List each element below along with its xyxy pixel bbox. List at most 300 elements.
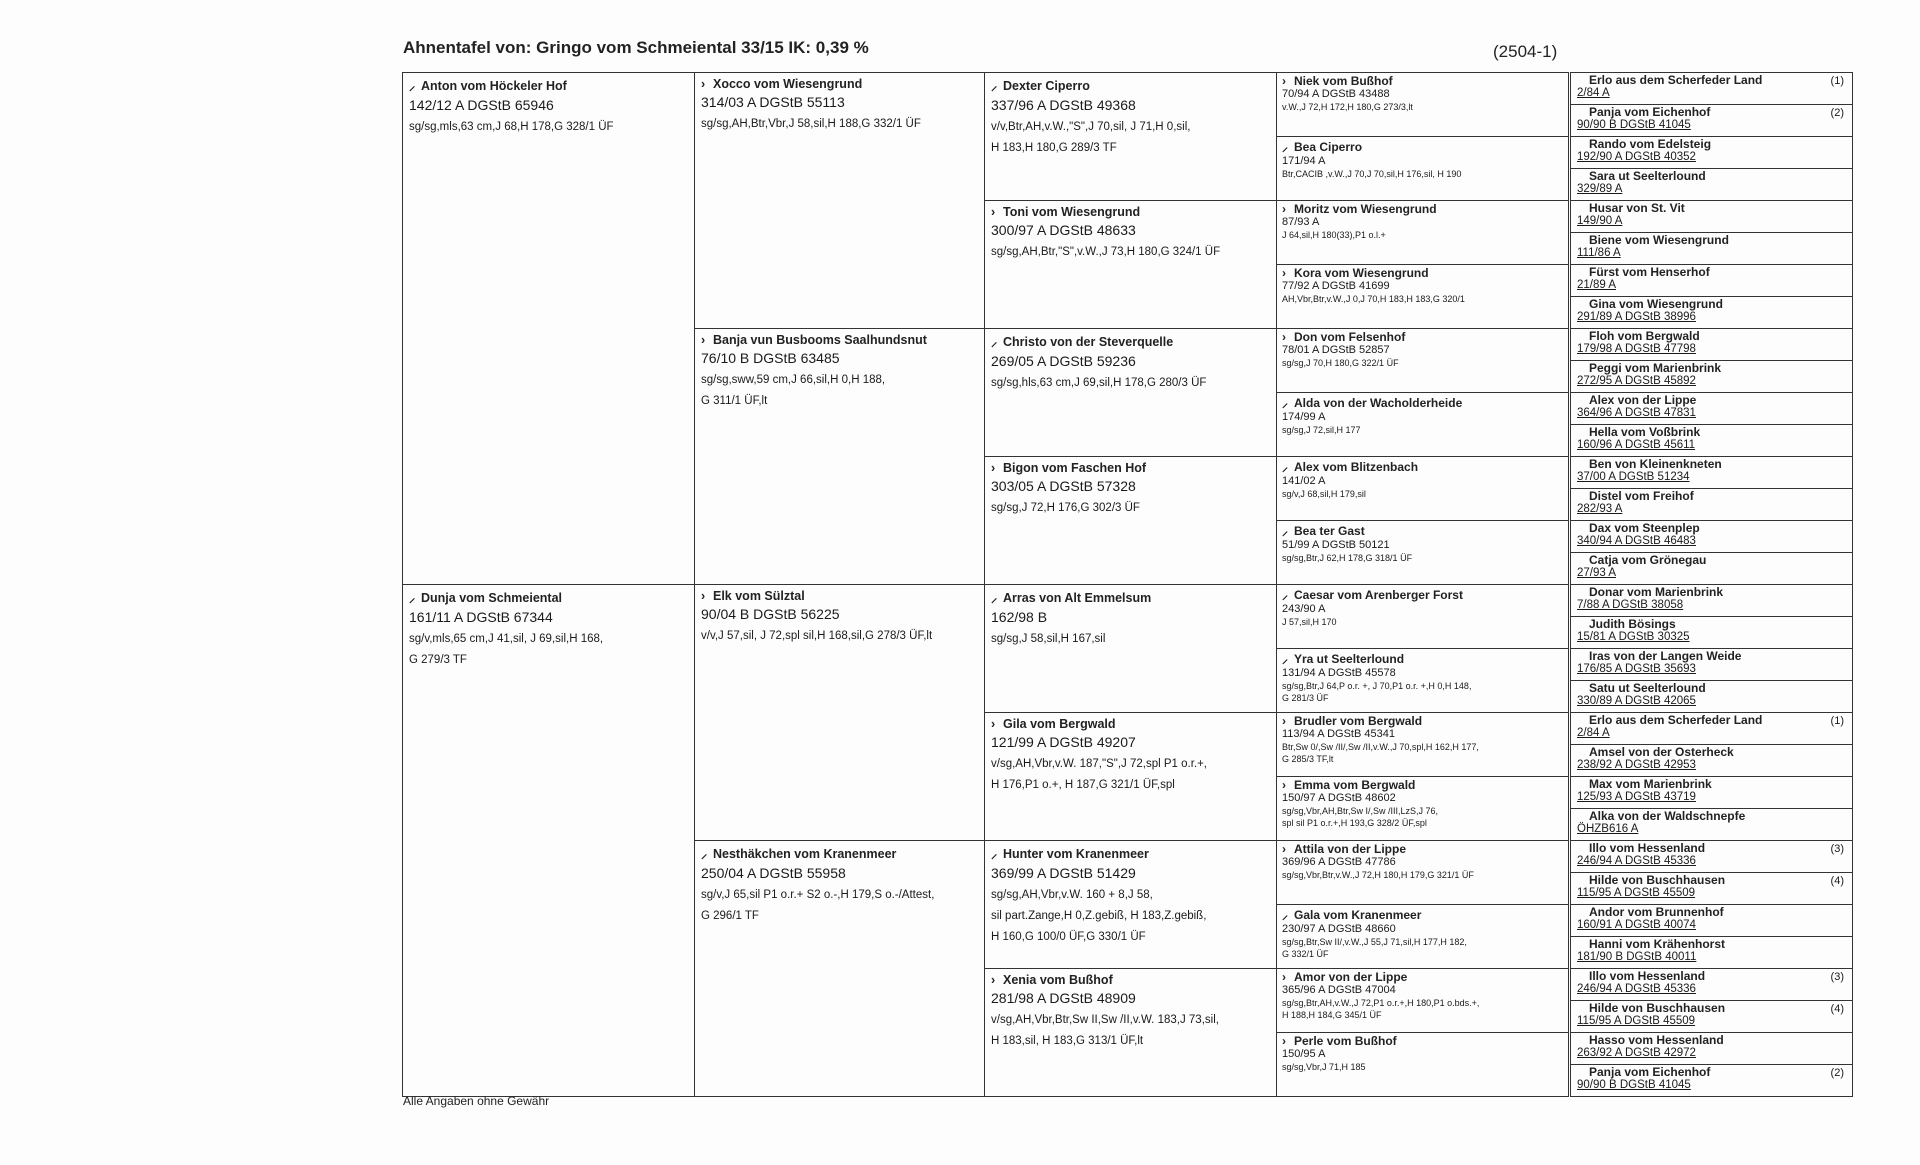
ancestor-name: Gina vom Wiesengrund [1589, 297, 1723, 311]
female-symbol-icon: ⸝ [1282, 524, 1289, 538]
ancestor-details: G 279/3 TF [409, 654, 467, 666]
registration-number: 282/93 A [1577, 503, 1623, 515]
ancestor-name-row [1282, 1034, 1563, 1048]
ancestor-name: Sara ut Seelterlound [1589, 169, 1706, 183]
ancestor-name-row [1282, 330, 1563, 344]
ancestor-cell [1276, 584, 1569, 649]
female-symbol-icon: ⸝ [409, 591, 416, 605]
registration-number: 142/12 A DGStB 65946 [409, 97, 554, 113]
pedigree-table [402, 72, 1852, 1096]
ancestor-cell [1276, 904, 1569, 969]
ancestor-cell [694, 584, 985, 841]
ancestor-name: Caesar vom Arenberger Forst [1294, 587, 1463, 602]
male-symbol-icon: › [701, 589, 706, 603]
ancestor-cell [1570, 520, 1853, 553]
ancestor-name: Iras von der Langen Weide [1589, 649, 1742, 663]
female-symbol-icon: ⸝ [701, 847, 708, 861]
ancestor-details: v.W.,J 72,H 172,H 180,G 273/3,lt [1282, 102, 1413, 112]
ancestor-details: v/v,Btr,AH,v.W.,"S",J 70,sil, J 71,H 0,sil, [991, 121, 1191, 133]
registration-number: 314/03 A DGStB 55113 [701, 94, 845, 110]
ancestor-details: H 183,H 180,G 289/3 TF [991, 142, 1117, 154]
ancestor-details: G 285/3 TF,lt [1282, 754, 1334, 764]
ancestor-details: AH,Vbr,Btr,v.W.,J 0,J 70,H 183,H 183,G 320/1 [1282, 294, 1465, 304]
registration-number: 160/96 A DGStB 45611 [1577, 439, 1696, 451]
registration-number: 51/99 A DGStB 50121 [1282, 539, 1390, 551]
ancestor-cell [1276, 392, 1569, 457]
ancestor-name-row [991, 461, 1270, 475]
registration-number: 369/99 A DGStB 51429 [991, 865, 1136, 881]
ancestor-name: Andor vom Brunnenhof [1589, 905, 1724, 919]
registration-number: 2/84 A [1577, 87, 1610, 99]
ancestor-name-row [701, 333, 978, 347]
ancestor-name: Dexter Ciperro [1003, 78, 1090, 93]
registration-number: 113/94 A DGStB 45341 [1282, 728, 1395, 740]
ancestor-name: Bea Ciperro [1294, 139, 1363, 154]
ancestor-name: Catja vom Grönegau [1589, 553, 1707, 567]
ancestor-cell [694, 840, 985, 1097]
registration-number: 90/90 B DGStB 41045 [1577, 119, 1691, 131]
registration-number: 115/95 A DGStB 45509 [1577, 887, 1696, 899]
female-symbol-icon: ⸝ [1282, 588, 1289, 602]
registration-number: 176/85 A DGStB 35693 [1577, 663, 1696, 675]
registration-number: 281/98 A DGStB 48909 [991, 990, 1136, 1006]
registration-number: 238/92 A DGStB 42953 [1577, 759, 1696, 771]
ancestor-name: Perle vom Bußhof [1294, 1034, 1397, 1048]
ancestor-cell [1570, 904, 1853, 937]
ancestor-name: Erlo aus dem Scherfeder Land [1589, 73, 1763, 87]
ancestor-cell [1570, 1064, 1853, 1097]
ancestor-name-row [991, 77, 1270, 94]
ancestor-cell [1570, 808, 1853, 841]
registration-number: 37/00 A DGStB 51234 [1577, 471, 1690, 483]
male-symbol-icon: › [991, 205, 996, 219]
ancestor-name-row [991, 589, 1270, 606]
ancestor-cell [984, 712, 1277, 841]
ancestor-name-row [701, 77, 978, 91]
ancestor-name: Dax vom Steenplep [1589, 521, 1700, 535]
ancestor-details: G 311/1 ÜF,lt [701, 395, 768, 407]
ancestor-cell [1276, 840, 1569, 905]
male-symbol-icon: › [1282, 778, 1286, 792]
registration-number: 179/98 A DGStB 47798 [1577, 343, 1696, 355]
registration-number: 150/95 A [1282, 1048, 1326, 1060]
ancestor-cell [1570, 136, 1853, 169]
registration-number: 149/90 A [1577, 215, 1623, 227]
ancestor-name-row [1282, 138, 1563, 155]
registration-number: 27/93 A [1577, 567, 1617, 579]
ancestor-cell [1570, 232, 1853, 265]
ancestor-name: Xenia vom Bußhof [1003, 973, 1113, 987]
ancestor-name: Xocco vom Wiesengrund [713, 77, 863, 91]
ancestor-cell [1570, 712, 1853, 745]
ancestor-name: Husar von St. Vit [1589, 201, 1685, 215]
ancestor-name: Hanni vom Krähenhorst [1589, 937, 1726, 951]
ancestor-cell [402, 584, 695, 1097]
registration-number: ÖHZB616 A [1577, 823, 1639, 835]
ancestor-name-row [1282, 778, 1563, 792]
female-symbol-icon: ⸝ [1282, 652, 1289, 666]
ancestor-name: Alda von der Wacholderheide [1294, 395, 1463, 410]
ancestor-cell [984, 328, 1277, 457]
ancestor-name-row [1282, 266, 1563, 280]
ancestor-name: Satu ut Seelterlound [1589, 681, 1706, 695]
registration-number: 181/90 B DGStB 40011 [1577, 951, 1697, 963]
female-symbol-icon: ⸝ [991, 335, 998, 349]
registration-number: 337/96 A DGStB 49368 [991, 97, 1136, 113]
ancestor-name: Hasso vom Hessenland [1589, 1033, 1724, 1047]
registration-number: 7/88 A DGStB 38058 [1577, 599, 1684, 611]
ancestor-name: Ben von Kleinenkneten [1589, 457, 1722, 471]
registration-number: 365/96 A DGStB 47004 [1282, 984, 1396, 996]
ancestor-cell [1570, 616, 1853, 649]
ancestor-name: Toni vom Wiesengrund [1003, 205, 1141, 219]
registration-number: 78/01 A DGStB 52857 [1282, 344, 1390, 356]
ancestor-details: sg/sg,Vbr,J 71,H 185 [1282, 1062, 1366, 1072]
ancestor-cell [1276, 648, 1569, 713]
ancestor-cell [1570, 72, 1853, 105]
ancestor-cell [1570, 680, 1853, 713]
ancestor-details: sg/sg,J 58,sil,H 167,sil [991, 633, 1106, 645]
ancestor-name-row [1282, 202, 1563, 216]
male-symbol-icon: › [1282, 714, 1286, 728]
ancestor-cell [1570, 552, 1853, 585]
registration-number: 87/93 A [1282, 216, 1320, 228]
ancestor-name: Distel vom Freihof [1589, 489, 1694, 503]
registration-number: 369/96 A DGStB 47786 [1282, 856, 1396, 868]
ancestor-cell [1570, 648, 1853, 681]
ancestor-name-row [1282, 586, 1563, 603]
male-symbol-icon: › [701, 77, 706, 91]
ancestor-name: Hella vom Voßbrink [1589, 425, 1701, 439]
ancestor-details: G 332/1 ÜF [1282, 949, 1329, 959]
ancestor-details: sg/sg,AH,Btr,Vbr,J 58,sil,H 188,G 332/1 ÜF [701, 118, 921, 130]
ancestor-details: J 64,sil,H 180(33),P1 o.l.+ [1282, 230, 1386, 240]
ancestor-name: Gila vom Bergwald [1003, 717, 1116, 731]
registration-number: 192/90 A DGStB 40352 [1577, 151, 1696, 163]
registration-number: 161/11 A DGStB 67344 [409, 609, 553, 625]
ancestor-name: Floh vom Bergwald [1589, 329, 1700, 343]
registration-number: 330/89 A DGStB 42065 [1577, 695, 1696, 707]
registration-number: 272/95 A DGStB 45892 [1577, 375, 1696, 387]
ancestor-name-row [1282, 906, 1563, 923]
ancestor-name: Christo von der Steverquelle [1003, 334, 1174, 349]
registration-number: 121/99 A DGStB 49207 [991, 734, 1136, 750]
registration-number: 269/05 A DGStB 59236 [991, 353, 1136, 369]
male-symbol-icon: › [1282, 842, 1286, 856]
ancestor-cell [1570, 1000, 1853, 1033]
registration-number: 243/90 A [1282, 603, 1326, 615]
ancestor-details: Btr,Sw 0/,Sw /II/,Sw /II,v.W.,J 70,spl,H 162,H 177, [1282, 742, 1479, 752]
female-symbol-icon: ⸝ [1282, 460, 1289, 474]
ancestor-name: Judith Bösings [1589, 617, 1676, 631]
registration-number: 2/84 A [1577, 727, 1610, 739]
registration-number: 70/94 A DGStB 43488 [1282, 88, 1390, 100]
ancestor-cell [1276, 456, 1569, 521]
ancestor-cell [1276, 968, 1569, 1033]
ancestor-name-row [409, 77, 688, 94]
ancestor-details: sg/sg,J 72,sil,H 177 [1282, 425, 1361, 435]
male-symbol-icon: › [991, 461, 996, 475]
ancestor-cell [1276, 520, 1569, 585]
registration-number: 329/89 A [1577, 183, 1623, 195]
ancestor-name: Emma vom Bergwald [1294, 778, 1416, 792]
ancestor-details: H 160,G 100/0 ÜF,G 330/1 ÜF [991, 931, 1146, 943]
ancestor-name-row [991, 845, 1270, 862]
ancestor-details: sg/v,mls,65 cm,J 41,sil, J 69,sil,H 168, [409, 633, 604, 645]
ancestor-name: Fürst vom Henserhof [1589, 265, 1710, 279]
ancestor-details: sg/sg,Btr,Sw II/,v.W.,J 55,J 71,sil,H 177,H 182, [1282, 937, 1467, 947]
registration-number: 141/02 A [1282, 475, 1326, 487]
registration-number: 263/92 A DGStB 42972 [1577, 1047, 1696, 1059]
ancestor-name-row [1282, 458, 1563, 475]
ancestor-details: G 281/3 ÜF [1282, 693, 1329, 703]
ancestor-cell [1276, 328, 1569, 393]
male-symbol-icon: › [1282, 202, 1286, 216]
registration-number: 364/96 A DGStB 47831 [1577, 407, 1696, 419]
ancestor-name: Hilde von Buschhausen [1589, 873, 1726, 887]
ancestor-cell [1276, 1032, 1569, 1097]
ancestor-cell [694, 72, 985, 329]
ancestor-name: Nesthäkchen vom Kranenmeer [713, 846, 897, 861]
ancestor-details: sg/sg,Btr,AH,v.W.,J 72,P1 o.r.+,H 180,P1 o.bds.+, [1282, 998, 1480, 1008]
ancestor-details: sg/sg,AH,Vbr,v.W. 160 + 8,J 58, [991, 889, 1153, 901]
ancestor-cell [1276, 712, 1569, 777]
ancestor-name-row [1282, 842, 1563, 856]
ancestor-name: Donar vom Marienbrink [1589, 585, 1724, 599]
ancestor-name: Peggi vom Marienbrink [1589, 361, 1722, 375]
ancestor-name-row [1282, 522, 1563, 539]
ancestor-name: Alex vom Blitzenbach [1294, 459, 1419, 474]
ancestor-name-row [409, 589, 688, 606]
ancestor-cell [1570, 872, 1853, 905]
registration-number: 15/81 A DGStB 30325 [1577, 631, 1690, 643]
ancestor-name: Kora vom Wiesengrund [1294, 266, 1429, 280]
document-code: (2504-1) [1493, 42, 1558, 61]
ancestor-name-row [991, 333, 1270, 350]
ancestor-name: Alex von der Lippe [1589, 393, 1697, 407]
ancestor-cell [984, 72, 1277, 201]
ancestor-name: Don vom Felsenhof [1294, 330, 1406, 344]
inbreeding-marker: (4) [1830, 1003, 1844, 1015]
ancestor-name-row [991, 973, 1270, 987]
ancestor-name-row [1282, 394, 1563, 411]
ancestor-cell [984, 968, 1277, 1097]
ancestor-name-row [1282, 970, 1563, 984]
ancestor-details: v/sg,AH,Vbr,Btr,Sw II,Sw /II,v.W. 183,J 73,sil, [991, 1014, 1219, 1026]
ancestor-name: Yra ut Seelterlound [1294, 651, 1405, 666]
ancestor-details: H 183,sil, H 183,G 313/1 ÜF,lt [991, 1035, 1144, 1047]
ancestor-details: H 188,H 184,G 345/1 ÜF [1282, 1010, 1382, 1020]
ancestor-name: Gala vom Kranenmeer [1294, 907, 1422, 922]
ancestor-details: G 296/1 TF [701, 910, 759, 922]
registration-number: 300/97 A DGStB 48633 [991, 222, 1136, 238]
inbreeding-marker: (3) [1830, 971, 1844, 983]
inbreeding-marker: (2) [1830, 107, 1844, 119]
ancestor-details: sg/sg,Vbr,AH,Btr,Sw I/,Sw /III,LzS,J 76, [1282, 806, 1439, 816]
ancestor-cell [984, 200, 1277, 329]
ancestor-cell [984, 456, 1277, 585]
ancestor-cell [1570, 1032, 1853, 1065]
ancestor-cell [1570, 296, 1853, 329]
ancestor-name-row [1282, 74, 1563, 88]
male-symbol-icon: › [1282, 330, 1286, 344]
ancestor-details: sg/sg,hls,63 cm,J 69,sil,H 178,G 280/3 ÜF [991, 377, 1207, 389]
ancestor-cell [1570, 488, 1853, 521]
ancestor-name: Bigon vom Faschen Hof [1003, 461, 1147, 475]
ancestor-cell [1276, 72, 1569, 137]
male-symbol-icon: › [701, 333, 706, 347]
disclaimer-note: Alle Angaben ohne Gewähr [403, 1094, 550, 1108]
ancestor-name: Arras von Alt Emmelsum [1003, 590, 1152, 605]
ancestor-name: Panja vom Eichenhof [1589, 1065, 1711, 1079]
ancestor-cell [984, 584, 1277, 713]
registration-number: 162/98 B [991, 609, 1048, 625]
ancestor-cell [1276, 200, 1569, 265]
ancestor-name: Anton vom Höckeler Hof [421, 78, 567, 93]
ancestor-name-row [991, 717, 1270, 731]
male-symbol-icon: › [1282, 970, 1286, 984]
ancestor-name-row [1282, 650, 1563, 667]
ancestor-details: sg/sg,AH,Btr,"S",v.W.,J 73,H 180,G 324/1 ÜF [991, 246, 1221, 258]
ancestor-details: v/sg,AH,Vbr,v.W. 187,"S",J 72,spl P1 o.r.+, [991, 758, 1208, 770]
ancestor-name: Brudler vom Bergwald [1294, 714, 1423, 728]
ancestor-name: Rando vom Edelsteig [1589, 137, 1712, 151]
ancestor-name: Elk vom Sülztal [713, 589, 805, 603]
ancestor-name: Amor von der Lippe [1294, 970, 1408, 984]
ancestor-details: sg/v,J 65,sil P1 o.r.+ S2 o.-,H 179,S o.-/Attest, [701, 889, 935, 901]
ancestor-details: sg/sg,Btr,J 64,P o.r. +, J 70,P1 o.r. +,H 0,H 148, [1282, 681, 1472, 691]
male-symbol-icon: › [991, 973, 996, 987]
ancestor-name: Hilde von Buschhausen [1589, 1001, 1726, 1015]
ancestor-details: v/v,J 57,sil, J 72,spl sil,H 168,sil,G 278/3 ÜF,lt [701, 630, 933, 642]
ancestor-details: sg/sg,J 72,H 176,G 302/3 ÜF [991, 502, 1140, 514]
ancestor-cell [1570, 360, 1853, 393]
registration-number: 77/92 A DGStB 41699 [1282, 280, 1390, 292]
ancestor-cell [1570, 776, 1853, 809]
ancestor-cell [1276, 264, 1569, 329]
ancestor-cell [1570, 264, 1853, 297]
ancestor-details: sg/v,J 68,sil,H 179,sil [1282, 489, 1366, 499]
ancestor-cell [1570, 936, 1853, 969]
ancestor-details: sg/sg,Vbr,Btr,v.W.,J 72,H 180,H 179,G 321/1 ÜF [1282, 870, 1474, 880]
male-symbol-icon: › [1282, 266, 1286, 280]
female-symbol-icon: ⸝ [991, 591, 998, 605]
ancestor-details: H 176,P1 o.+, H 187,G 321/1 ÜF,spl [991, 779, 1175, 791]
male-symbol-icon: › [991, 717, 996, 731]
ancestor-name: Erlo aus dem Scherfeder Land [1589, 713, 1763, 727]
registration-number: 174/99 A [1282, 411, 1326, 423]
ancestor-name-row [991, 205, 1270, 219]
ancestor-details: spl sil P1 o.r.+,H 193,G 328/2 ÜF,spl [1282, 818, 1427, 828]
ancestor-cell [1570, 104, 1853, 137]
ancestor-cell [694, 328, 985, 585]
ancestor-name: Illo vom Hessenland [1589, 841, 1706, 855]
ancestor-name: Banja vun Busbooms Saalhundsnut [713, 333, 927, 347]
female-symbol-icon: ⸝ [409, 79, 416, 93]
ancestor-details: sil part.Zange,H 0,Z.gebiß, H 183,Z.gebiß, [991, 910, 1207, 922]
registration-number: 125/93 A DGStB 43719 [1577, 791, 1696, 803]
ancestor-name: Dunja vom Schmeiental [421, 590, 563, 605]
registration-number: 90/04 B DGStB 56225 [701, 606, 840, 622]
ancestor-cell [1570, 168, 1853, 201]
ancestor-name: Attila von der Lippe [1294, 842, 1407, 856]
ancestor-name-row [1282, 714, 1563, 728]
registration-number: 246/94 A DGStB 45336 [1577, 855, 1696, 867]
female-symbol-icon: ⸝ [991, 847, 998, 861]
ancestor-name: Biene vom Wiesengrund [1589, 233, 1729, 247]
female-symbol-icon: ⸝ [1282, 396, 1289, 410]
inbreeding-marker: (1) [1830, 75, 1844, 87]
registration-number: 171/94 A [1282, 155, 1326, 167]
registration-number: 150/97 A DGStB 48602 [1282, 792, 1396, 804]
registration-number: 76/10 B DGStB 63485 [701, 350, 840, 366]
registration-number: 340/94 A DGStB 46483 [1577, 535, 1696, 547]
ancestor-details: sg/sg,mls,63 cm,J 68,H 178,G 328/1 ÜF [409, 121, 614, 133]
ancestor-name: Hunter vom Kranenmeer [1003, 846, 1149, 861]
ancestor-details: sg/sg,J 70,H 180,G 322/1 ÜF [1282, 358, 1399, 368]
female-symbol-icon: ⸝ [1282, 140, 1289, 154]
registration-number: 230/97 A DGStB 48660 [1282, 923, 1396, 935]
ancestor-details: sg/sg,sww,59 cm,J 66,sil,H 0,H 188, [701, 374, 886, 386]
registration-number: 160/91 A DGStB 40074 [1577, 919, 1696, 931]
ancestor-cell [1570, 200, 1853, 233]
ancestor-name: Moritz vom Wiesengrund [1294, 202, 1437, 216]
ancestor-name-row [701, 589, 978, 603]
inbreeding-marker: (1) [1830, 715, 1844, 727]
inbreeding-marker: (4) [1830, 875, 1844, 887]
ancestor-name: Bea ter Gast [1294, 523, 1365, 538]
registration-number: 115/95 A DGStB 45509 [1577, 1015, 1696, 1027]
ancestor-details: J 57,sil,H 170 [1282, 617, 1337, 627]
female-symbol-icon: ⸝ [991, 79, 998, 93]
page-title: Ahnentafel von: Gringo vom Schmeiental 33/15 IK: 0,39 % [403, 38, 869, 57]
ancestor-cell [1570, 424, 1853, 457]
ancestor-cell [1570, 456, 1853, 489]
registration-number: 90/90 B DGStB 41045 [1577, 1079, 1691, 1091]
ancestor-details: sg/sg,Btr,J 62,H 178,G 318/1 ÜF [1282, 553, 1413, 563]
male-symbol-icon: › [1282, 74, 1286, 88]
ancestor-details: Btr,CACIB ,v.W.,J 70,J 70,sil,H 176,sil, H 190 [1282, 169, 1462, 179]
inbreeding-marker: (3) [1830, 843, 1844, 855]
ancestor-cell [402, 72, 695, 585]
registration-number: 111/86 A [1577, 247, 1621, 259]
ancestor-cell [1570, 968, 1853, 1001]
ancestor-cell [1276, 136, 1569, 201]
ancestor-cell [1276, 776, 1569, 841]
ancestor-name: Alka von der Waldschnepfe [1589, 809, 1746, 823]
ancestor-cell [1570, 328, 1853, 361]
ancestor-name: Panja vom Eichenhof [1589, 105, 1711, 119]
ancestor-name: Amsel von der Osterheck [1589, 745, 1734, 759]
male-symbol-icon: › [1282, 1034, 1286, 1048]
registration-number: 291/89 A DGStB 38996 [1577, 311, 1696, 323]
registration-number: 21/89 A [1577, 279, 1617, 291]
ancestor-name: Illo vom Hessenland [1589, 969, 1706, 983]
ancestor-cell [1570, 392, 1853, 425]
ancestor-cell [984, 840, 1277, 969]
registration-number: 131/94 A DGStB 45578 [1282, 667, 1396, 679]
registration-number: 250/04 A DGStB 55958 [701, 865, 846, 881]
ancestor-name: Max vom Marienbrink [1589, 777, 1712, 791]
ancestor-cell [1570, 840, 1853, 873]
ancestor-name-row [701, 845, 978, 862]
registration-number: 303/05 A DGStB 57328 [991, 478, 1136, 494]
inbreeding-marker: (2) [1830, 1067, 1844, 1079]
ancestor-cell [1570, 584, 1853, 617]
registration-number: 246/94 A DGStB 45336 [1577, 983, 1696, 995]
female-symbol-icon: ⸝ [1282, 908, 1289, 922]
ancestor-cell [1570, 744, 1853, 777]
